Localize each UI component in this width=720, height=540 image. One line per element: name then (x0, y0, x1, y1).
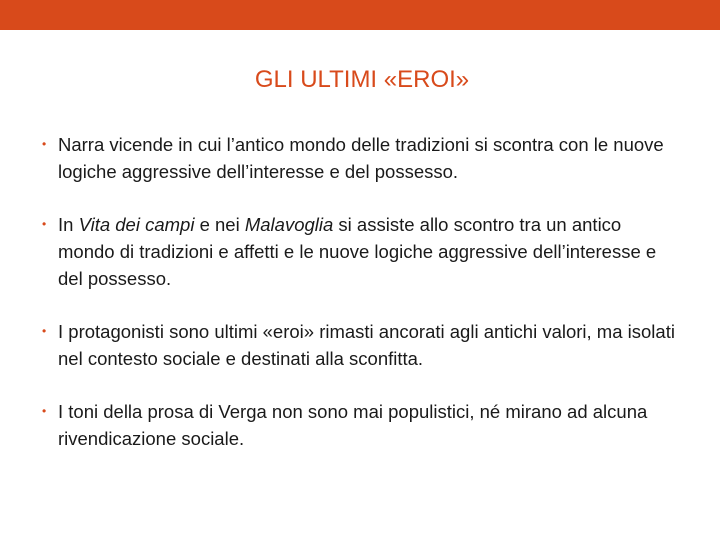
italic-title-vita-dei-campi: Vita dei campi (78, 214, 195, 235)
bullet-text: I toni della prosa di Verga non sono mai populistici, né mirano ad alcuna rivendicazione sociale. (58, 401, 648, 449)
top-accent-bar (0, 0, 720, 30)
bullet-list (40, 131, 680, 478)
bullet-item-1 (40, 131, 680, 185)
bullet-marker: • (42, 404, 47, 418)
bullet-text-part: In (58, 214, 79, 235)
bullet-text-part: e nei (194, 214, 245, 235)
bullet-text: I protagonisti sono ultimi «eroi» rimasti ancorati agli antichi valori, ma isolati nel contesto sociale e destinati alla sconfitta. (58, 321, 675, 369)
bullet-marker: • (42, 324, 47, 338)
bullet-item-4 (40, 398, 680, 452)
slide-title: GLI ULTIMI «EROI» (254, 66, 470, 93)
bullet-text-part: si assiste allo scontro tra un antico mondo di tradizioni e affetti e le nuove logiche aggressive dell’interesse e del possesso. (58, 214, 657, 289)
bullet-marker: • (42, 217, 47, 231)
italic-title-malavoglia: Malavoglia (244, 214, 334, 235)
bullet-item-2 (40, 211, 680, 292)
bullet-text: Narra vicende in cui l’antico mondo delle tradizioni si scontra con le nuove logiche aggressive dell’interesse e del possesso. (58, 134, 664, 182)
bullet-text (58, 214, 656, 289)
bullet-item-3 (40, 318, 680, 372)
bullet-marker: • (42, 137, 47, 151)
